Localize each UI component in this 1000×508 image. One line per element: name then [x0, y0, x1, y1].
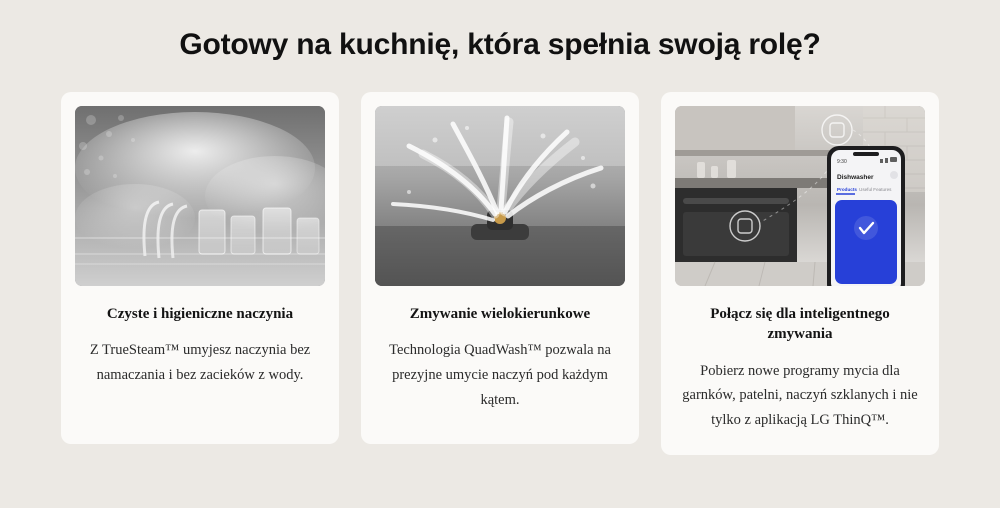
- page-title: Gotowy na kuchnię, która spełnia swoją rolę?: [179, 28, 821, 61]
- card-body: Pobierz nowe programy mycia dla garnków, patelni, naczyń szklanych i nie tylko z aplikacją LG ThinQ™.: [682, 362, 918, 429]
- svg-text:9:30: 9:30: [837, 159, 847, 165]
- steam-dishwasher-illustration: [75, 106, 325, 286]
- card-body: Technologia QuadWash™ pozwala na prezyjne umycie naczyń pod każdym kątem.: [389, 342, 611, 409]
- feature-card-list: [61, 92, 939, 455]
- feature-card: [361, 92, 639, 444]
- svg-text:Dishwasher: Dishwasher: [837, 174, 874, 181]
- svg-text:Products: Products: [837, 187, 857, 192]
- thinq-app-kitchen-photo: [675, 106, 925, 286]
- card-body: Z TrueSteam™ umyjesz naczynia bez namaczania i bez zacieków z wody.: [89, 342, 311, 384]
- svg-text:Useful Features: Useful Features: [859, 187, 892, 192]
- phone-mockup: [827, 146, 905, 286]
- thinq-app-kitchen-illustration: [675, 106, 925, 286]
- feature-card: [61, 92, 339, 444]
- feature-card: [661, 92, 939, 455]
- card-title: Zmywanie wielokierunkowe: [409, 306, 591, 322]
- quadwash-spray-illustration: [375, 106, 625, 286]
- quadwash-spray-photo: [375, 106, 625, 286]
- card-title: Czyste i higieniczne naczynia: [106, 306, 294, 322]
- card-title: Połącz się dla inteligentnego zmywania: [710, 306, 890, 343]
- steam-dishwasher-photo: [75, 106, 325, 286]
